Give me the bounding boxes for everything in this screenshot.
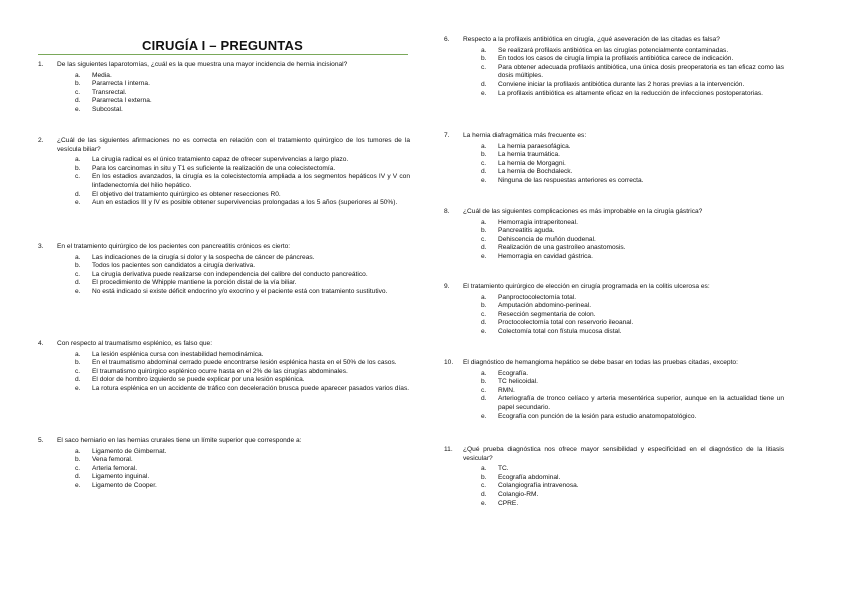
option-text: Panproctocolectomía total. — [498, 293, 577, 301]
question-block — [444, 446, 784, 508]
option-letter: d. — [75, 190, 81, 198]
option-letter: e. — [481, 252, 487, 260]
option-item — [38, 368, 410, 377]
option-text: El traumatismo quirúrgico esplénico ocurre hasta en el 2% de las cirugías abdominales. — [92, 367, 348, 375]
option-text: La lesión esplénica cursa con inestabilidad hemodinámica. — [92, 350, 264, 358]
option-item — [38, 359, 410, 368]
option-letter: a. — [481, 218, 487, 226]
option-item — [444, 151, 784, 160]
question-number: 2. — [38, 137, 44, 144]
option-text: En todos los casos de cirugía limpia la profilaxis antibiótica carece de indicación. — [498, 55, 734, 63]
option-text: No está indicado si existe déficit endocrino y/o exocrino y el paciente está con tratamiento sustitutivo. — [92, 287, 388, 295]
option-text: Colangiografía intravenosa. — [498, 482, 579, 490]
option-text: El procedimiento de Whipple mantiene la porción distal de la vía biliar. — [92, 279, 297, 287]
option-item — [444, 395, 784, 412]
option-item — [444, 90, 784, 99]
question-number: 8. — [444, 208, 450, 215]
option-item — [444, 47, 784, 56]
option-item — [38, 376, 410, 385]
option-letter: b. — [75, 80, 81, 88]
option-item — [444, 253, 784, 262]
title-divider — [38, 54, 408, 55]
option-letter: a. — [75, 447, 81, 455]
option-item — [444, 177, 784, 186]
question-number: 7. — [444, 132, 450, 139]
option-text: El objetivo del tratamiento quirúrgico es obtener resecciones R0. — [92, 190, 281, 198]
option-text: La cirugía derivativa puede realizarse con independencia del calibre del conducto pancreático. — [92, 270, 368, 278]
option-letter: a. — [481, 293, 487, 301]
option-text: Ligamento de Cooper. — [92, 481, 157, 489]
option-text: Ligamento inguinal. — [92, 473, 150, 481]
option-letter: e. — [481, 89, 487, 97]
option-list — [444, 465, 784, 508]
option-letter: a. — [75, 71, 81, 79]
option-text: La rotura esplénica en un accidente de tráfico con deceleración brusca puede aparecer pasados varios días. — [92, 384, 410, 392]
question-number: 11. — [444, 446, 453, 453]
option-letter: b. — [481, 151, 487, 159]
option-item — [38, 199, 410, 208]
option-item — [38, 72, 410, 81]
option-letter: e. — [75, 105, 81, 113]
question-stem: El diagnóstico de hemangioma hepático se debe basar en todas las pruebas citadas, excepto: — [463, 359, 738, 366]
option-item — [444, 168, 784, 177]
option-item — [38, 279, 410, 288]
option-item — [444, 160, 784, 169]
option-letter: e. — [75, 481, 81, 489]
question-number: 5. — [38, 437, 44, 444]
option-item — [444, 143, 784, 152]
option-list — [38, 448, 410, 491]
option-text: Todos los pacientes son candidatos a cirugía derivativa. — [92, 262, 256, 270]
option-text: Resección segmentaria de colon. — [498, 310, 596, 318]
option-letter: b. — [481, 227, 487, 235]
option-item — [444, 482, 784, 491]
option-text: Proctocolectomía total con reservorio ileoanal. — [498, 319, 634, 327]
question-block — [444, 208, 784, 262]
question-block — [444, 359, 784, 421]
option-item — [444, 378, 784, 387]
option-item — [38, 482, 410, 491]
option-text: La hernia traumática. — [498, 151, 560, 159]
option-text: Ecografía con punción de la lesión para estudio anatomopatológico. — [498, 412, 697, 420]
question-block — [444, 283, 784, 337]
option-list — [38, 72, 410, 115]
option-item — [444, 500, 784, 509]
option-text: La hernia de Bochdaleck. — [498, 168, 573, 176]
option-text: Ecografía abdominal. — [498, 473, 561, 481]
option-item — [38, 106, 410, 115]
option-text: Pancreatitis aguda. — [498, 227, 555, 235]
question-stem: Con respecto al traumatismo esplénico, es falso que: — [57, 340, 213, 347]
option-text: La hernia paraesofágica. — [498, 142, 571, 150]
question-number: 3. — [38, 243, 44, 250]
page-title: CIRUGÍA I – PREGUNTAS — [142, 38, 303, 53]
option-letter: e. — [481, 327, 487, 335]
question-number: 6. — [444, 36, 450, 43]
option-letter: d. — [481, 319, 487, 327]
question-stem: El saco herniario en las hernias crurales tiene un límite superior que corresponde a: — [57, 437, 302, 444]
question-block — [38, 137, 410, 208]
question-stem: De las siguientes laparotomías, ¿cuál es la que muestra una mayor incidencia de hernia incisional? — [57, 61, 348, 68]
option-letter: a. — [75, 156, 81, 164]
option-letter: e. — [481, 412, 487, 420]
option-item — [38, 156, 410, 165]
option-text: Colangio-RM. — [498, 490, 539, 498]
option-letter: e. — [481, 499, 487, 507]
question-stem: ¿Cuál de las siguientes afirmaciones no es correcta en relación con el tratamiento quirúrgico de los tumores de la vesícula biliar? — [57, 137, 410, 153]
option-letter: b. — [75, 164, 81, 172]
option-list — [444, 370, 784, 422]
option-list — [444, 219, 784, 262]
option-letter: d. — [75, 97, 81, 105]
option-item — [444, 311, 784, 320]
option-item — [38, 473, 410, 482]
option-text: Se realizará profilaxis antibiótica en las cirugías potencialmente contaminadas. — [498, 46, 729, 54]
option-letter: d. — [481, 395, 487, 403]
option-text: Media. — [92, 71, 112, 79]
option-text: Arteriografía de tronco celíaco y arteria mesentérica superior, aunque en la actualidad tiene un papel secundario. — [498, 395, 784, 411]
option-letter: d. — [75, 473, 81, 481]
option-text: Pararrecta l interna. — [92, 80, 150, 88]
option-item — [38, 465, 410, 474]
option-letter: b. — [75, 262, 81, 270]
option-letter: c. — [481, 310, 487, 318]
option-item — [444, 55, 784, 64]
option-item — [444, 319, 784, 328]
option-letter: b. — [481, 302, 487, 310]
option-item — [38, 254, 410, 263]
option-letter: a. — [481, 465, 487, 473]
option-text: Amputación abdomino-perineal. — [498, 302, 592, 310]
option-letter: e. — [75, 199, 81, 207]
option-item — [38, 80, 410, 89]
option-letter: c. — [481, 482, 487, 490]
option-text: Pararrecta l externa. — [92, 97, 152, 105]
option-text: Colectomía total con fístula mucosa distal. — [498, 327, 622, 335]
option-text: El dolor de hombro izquierdo se puede explicar por una lesión esplénica. — [92, 376, 305, 384]
option-text: Subcostal. — [92, 105, 123, 113]
option-text: Ligamento de Gimbernat. — [92, 447, 167, 455]
option-letter: b. — [481, 378, 487, 386]
option-letter: d. — [481, 490, 487, 498]
option-letter: c. — [75, 173, 81, 181]
option-text: Aun en estadios III y IV es posible obtener supervivencias prolongadas a los 5 años (superiores al 50%). — [92, 199, 398, 207]
question-number: 1. — [38, 61, 44, 68]
option-letter: a. — [75, 253, 81, 261]
option-item — [38, 89, 410, 98]
option-item — [444, 64, 784, 81]
option-letter: e. — [481, 176, 487, 184]
option-item — [38, 262, 410, 271]
option-list — [38, 156, 410, 208]
option-letter: a. — [481, 142, 487, 150]
option-text: En el traumatismo abdominal cerrado puede encontrarse lesión esplénica hasta en el 50% de los casos. — [92, 359, 397, 367]
option-list — [444, 47, 784, 99]
option-letter: d. — [481, 244, 487, 252]
question-number: 10. — [444, 359, 454, 366]
question-stem: Respecto a la profilaxis antibiótica en cirugía, ¿qué aseveración de las citadas es falsa? — [463, 36, 720, 43]
option-item — [38, 191, 410, 200]
option-text: La hernia de Morgagni. — [498, 159, 566, 167]
option-letter: d. — [75, 279, 81, 287]
option-text: Ninguna de las respuestas anteriores es correcta. — [498, 176, 644, 184]
option-item — [38, 456, 410, 465]
option-item — [444, 81, 784, 90]
option-text: Para obtener adecuada profilaxis antibiótica, una única dosis preoperatoria es tan eficaz como las dosis múltiples. — [498, 63, 784, 80]
option-item — [444, 328, 784, 337]
option-list — [444, 294, 784, 337]
option-item — [444, 387, 784, 396]
option-item — [38, 97, 410, 106]
option-list — [444, 143, 784, 186]
option-letter: b. — [481, 55, 487, 63]
option-letter: c. — [481, 235, 487, 243]
option-text: TC. — [498, 465, 509, 473]
option-letter: c. — [481, 159, 487, 167]
question-block — [38, 437, 410, 491]
option-letter: a. — [75, 350, 81, 358]
option-text: Transrectal. — [92, 88, 127, 96]
option-item — [38, 165, 410, 174]
option-letter: b. — [75, 456, 81, 464]
option-item — [38, 448, 410, 457]
option-text: Para los carcinomas in situ y T1 es suficiente la realización de una colecistectomía. — [92, 164, 336, 172]
option-text: Realización de una gastroíleo anastomosis. — [498, 244, 626, 252]
option-text: TC helicoidal. — [498, 378, 538, 386]
question-block — [444, 132, 784, 186]
question-stem: La hernia diafragmática más frecuente es: — [463, 132, 587, 139]
option-text: Conviene iniciar la profilaxis antibiótica durante las 2 horas previas a la intervención. — [498, 80, 745, 88]
option-letter: d. — [481, 168, 487, 176]
option-list — [38, 254, 410, 297]
option-item — [444, 474, 784, 483]
option-letter: a. — [481, 46, 487, 54]
option-letter: c. — [75, 270, 81, 278]
question-stem: El tratamiento quirúrgico de elección en cirugía programada en la colitis ulcerosa es: — [463, 283, 710, 290]
option-text: Las indicaciones de la cirugía si dolor y la sospecha de cáncer de páncreas. — [92, 253, 315, 261]
option-text: RMN. — [498, 386, 515, 394]
option-item — [444, 491, 784, 500]
option-letter: b. — [481, 473, 487, 481]
option-item — [444, 227, 784, 236]
option-text: Arteria femoral. — [92, 464, 138, 472]
option-item — [38, 385, 410, 394]
question-block — [38, 340, 410, 394]
option-text: Vena femoral. — [92, 456, 133, 464]
option-text: Ecografía. — [498, 369, 529, 377]
option-letter: e. — [75, 384, 81, 392]
option-item — [444, 244, 784, 253]
option-item — [444, 465, 784, 474]
option-item — [38, 288, 410, 297]
option-letter: d. — [75, 376, 81, 384]
option-item — [444, 302, 784, 311]
option-text: Hemorragia intraperitoneal. — [498, 218, 578, 226]
option-item — [444, 413, 784, 422]
option-letter: c. — [75, 464, 81, 472]
option-letter: c. — [75, 88, 81, 96]
option-list — [38, 351, 410, 394]
question-block — [38, 61, 410, 115]
option-letter: c. — [481, 386, 487, 394]
option-item — [444, 236, 784, 245]
option-letter: b. — [75, 359, 81, 367]
question-block — [38, 243, 410, 297]
option-item — [38, 351, 410, 360]
option-text: En los estadios avanzados, la cirugía es la colecistectomía ampliada a los segmentos hepáticos IV y V con linfadenectomía del hilio hepático. — [92, 173, 410, 189]
question-stem: En el tratamiento quirúrgico de los pacientes con pancreatitis crónicos es cierto: — [57, 243, 291, 250]
question-number: 4. — [38, 340, 44, 347]
option-item — [444, 294, 784, 303]
option-text: Hemorragia en cavidad gástrica. — [498, 252, 593, 260]
option-item — [444, 219, 784, 228]
option-text: La cirugía radical es el único tratamiento capaz de ofrecer supervivencias a largo plazo. — [92, 156, 349, 164]
option-letter: c. — [75, 367, 81, 375]
option-item — [38, 271, 410, 280]
question-stem: ¿Qué prueba diagnóstica nos ofrece mayor sensibilidad y especificidad en el diagnóstico de la litiasis vesicular? — [463, 446, 784, 462]
question-number: 9. — [444, 283, 450, 290]
option-text: CPRE. — [498, 499, 519, 507]
option-text: La profilaxis antibiótica es altamente eficaz en la reducción de infecciones postoperatorias. — [498, 89, 764, 97]
question-stem: ¿Cuál de las siguientes complicaciones es más improbable en la cirugía gástrica? — [463, 208, 703, 215]
option-letter: a. — [481, 369, 487, 377]
option-item — [38, 173, 410, 190]
option-letter: d. — [481, 80, 487, 88]
option-letter: e. — [75, 287, 81, 295]
option-text: Dehiscencia de muñón duodenal. — [498, 235, 596, 243]
question-block — [444, 36, 784, 98]
option-item — [444, 370, 784, 379]
option-letter: c. — [481, 63, 487, 71]
